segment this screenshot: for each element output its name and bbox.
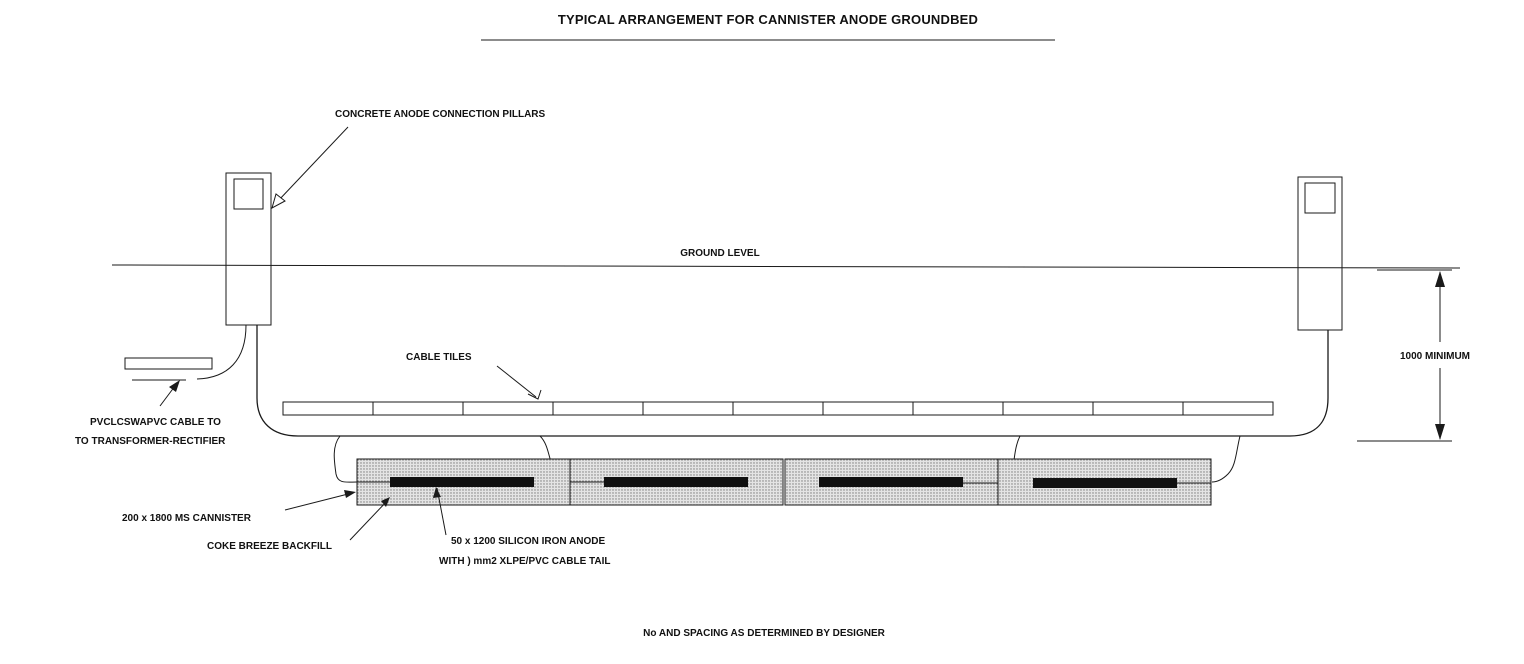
silicon-iron-anode (604, 477, 748, 487)
cable-label-line-2: TO TRANSFORMER-RECTIFIER (75, 436, 226, 447)
silicon-iron-anode (1033, 478, 1177, 488)
dimension-arrow-up-icon (1435, 271, 1445, 287)
header-cable (257, 325, 1328, 436)
backfill-leader-line (350, 500, 388, 540)
silicon-iron-anode (819, 477, 963, 487)
backfill-label: COKE BREEZE BACKFILL (207, 541, 332, 552)
cable-tiles-label: CABLE TILES (406, 352, 472, 363)
ground-level-label: GROUND LEVEL (680, 248, 760, 259)
cable-tiles-leader-line (497, 366, 536, 397)
diagram-title: TYPICAL ARRANGEMENT FOR CANNISTER ANODE GROUNDBED (557, 12, 979, 27)
right-connection-pillar (1298, 177, 1342, 330)
cannister-4 (998, 459, 1211, 505)
anode-label-line-1: 50 x 1200 SILICON IRON ANODE (451, 536, 606, 547)
transformer-cable (125, 325, 246, 380)
anode-label-line-2: WITH ) mm2 XLPE/PVC CABLE TAIL (439, 556, 611, 567)
pillars-leader-line (278, 127, 348, 201)
cannister-arrowhead-icon (344, 490, 356, 498)
cable-label-line-1: PVCLCSWAPVC CABLE TO (90, 417, 221, 428)
cannister-3 (785, 459, 998, 505)
left-connection-pillar (226, 173, 271, 325)
cannister-2 (570, 459, 783, 505)
cable-tiles-arrowhead-icon (528, 390, 541, 399)
cable-arrowhead-icon (169, 380, 180, 392)
dimension-arrow-down-icon (1435, 424, 1445, 440)
cable-tiles (283, 402, 1273, 415)
cannister-label: 200 x 1800 MS CANNISTER (122, 513, 251, 524)
ground-level-line (112, 265, 1460, 268)
pillars-label: CONCRETE ANODE CONNECTION PILLARS (335, 109, 546, 120)
minimum-depth-label: 1000 MINIMUM (1400, 351, 1471, 362)
silicon-iron-anode (390, 477, 534, 487)
footer-note: No AND SPACING AS DETERMINED BY DESIGNER (643, 628, 885, 639)
cannister-leader-line (285, 493, 352, 510)
